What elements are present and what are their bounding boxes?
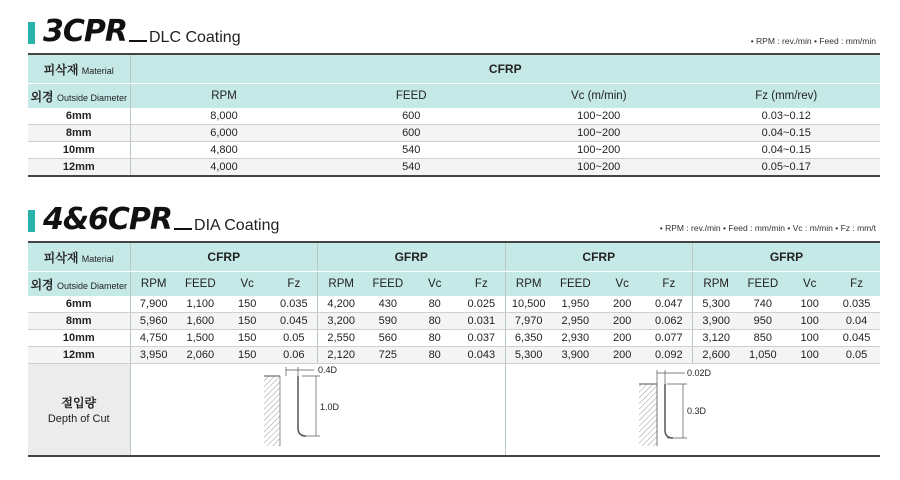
vc-cell: 100 bbox=[786, 313, 833, 330]
column-header-rpm: RPM bbox=[505, 272, 552, 297]
column-header-vc: Vc bbox=[224, 272, 271, 297]
fz-cell: 0.045 bbox=[271, 313, 318, 330]
column-header-fz: Fz (mm/rev) bbox=[693, 84, 881, 109]
rpm-cell: 3,200 bbox=[318, 313, 365, 330]
feed-cell: 1,600 bbox=[177, 313, 224, 330]
radial-depth-label: 0.02D bbox=[686, 368, 711, 378]
depth-of-cut-label: 절입량 Depth of Cut bbox=[28, 364, 130, 457]
material-label: 피삭재 Material bbox=[28, 54, 130, 84]
column-header-fz: Fz bbox=[458, 272, 505, 297]
section1-units: • RPM : rev./min • Feed : mm/min bbox=[750, 36, 876, 46]
column-header-vc: Vc bbox=[786, 272, 833, 297]
diameter-cell: 6mm bbox=[28, 108, 130, 125]
title-underline bbox=[174, 228, 192, 230]
feed-cell: 560 bbox=[364, 330, 411, 347]
depth-of-cut-diagram bbox=[258, 364, 378, 452]
column-header-rpm: RPM bbox=[693, 272, 740, 297]
axial-depth-label: 1.0D bbox=[319, 402, 339, 412]
fz-cell: 0.05 bbox=[271, 330, 318, 347]
table-row bbox=[28, 142, 880, 159]
rpm-cell: 4,800 bbox=[130, 142, 318, 159]
rpm-cell: 4,750 bbox=[130, 330, 177, 347]
rpm-cell: 3,120 bbox=[693, 330, 740, 347]
column-header-vc: Vc bbox=[411, 272, 458, 297]
fz-cell: 0.031 bbox=[458, 313, 505, 330]
column-header-rpm: RPM bbox=[130, 272, 177, 297]
column-header-rpm: RPM bbox=[130, 84, 318, 109]
fz-cell: 0.092 bbox=[646, 347, 693, 364]
column-header-fz: Fz bbox=[646, 272, 693, 297]
diameter-label: 외경 Outside Diameter bbox=[28, 84, 130, 109]
material-label: 피삭재 Material bbox=[28, 242, 130, 272]
diameter-cell: 6mm bbox=[28, 296, 130, 313]
table-row bbox=[28, 330, 880, 347]
rpm-cell: 8,000 bbox=[130, 108, 318, 125]
feed-cell: 590 bbox=[364, 313, 411, 330]
table-row bbox=[28, 313, 880, 330]
material-group-cfrp: CFRP bbox=[505, 242, 693, 272]
rpm-cell: 4,000 bbox=[130, 159, 318, 177]
section1-model: 3CPR bbox=[43, 14, 127, 49]
fz-cell: 0.062 bbox=[646, 313, 693, 330]
diameter-cell: 8mm bbox=[28, 125, 130, 142]
rpm-cell: 5,300 bbox=[693, 296, 740, 313]
rpm-cell: 2,120 bbox=[318, 347, 365, 364]
fz-cell: 0.04 bbox=[833, 313, 880, 330]
feed-cell: 725 bbox=[364, 347, 411, 364]
feed-cell: 430 bbox=[364, 296, 411, 313]
rpm-cell: 3,950 bbox=[130, 347, 177, 364]
fz-cell: 0.04~0.15 bbox=[693, 125, 881, 142]
vc-cell: 80 bbox=[411, 313, 458, 330]
vc-cell: 150 bbox=[224, 313, 271, 330]
vc-cell: 100~200 bbox=[505, 142, 693, 159]
table-row bbox=[28, 159, 880, 177]
rpm-cell: 5,960 bbox=[130, 313, 177, 330]
vc-cell: 80 bbox=[411, 347, 458, 364]
diameter-cell: 12mm bbox=[28, 347, 130, 364]
fz-cell: 0.05 bbox=[833, 347, 880, 364]
feed-cell: 1,100 bbox=[177, 296, 224, 313]
section2-heading bbox=[28, 200, 279, 240]
diameter-cell: 10mm bbox=[28, 142, 130, 159]
feed-cell: 540 bbox=[318, 142, 506, 159]
rpm-cell: 2,550 bbox=[318, 330, 365, 347]
column-header-fz: Fz bbox=[271, 272, 318, 297]
feed-cell: 1,050 bbox=[739, 347, 786, 364]
vc-cell: 200 bbox=[599, 313, 646, 330]
section2-coating: DIA Coating bbox=[194, 217, 280, 234]
section1-coating: DLC Coating bbox=[148, 29, 241, 46]
vc-cell: 80 bbox=[411, 296, 458, 313]
vc-cell: 100~200 bbox=[505, 125, 693, 142]
rpm-cell: 10,500 bbox=[505, 296, 552, 313]
fz-cell: 0.06 bbox=[271, 347, 318, 364]
table-row bbox=[28, 125, 880, 142]
fz-cell: 0.035 bbox=[271, 296, 318, 313]
radial-depth-label: 0.4D bbox=[317, 365, 337, 375]
feed-cell: 600 bbox=[318, 125, 506, 142]
section2-units: • RPM : rev./min • Feed : mm/min • Vc : m/min • Fz : mm/t bbox=[659, 223, 876, 233]
table-row bbox=[28, 108, 880, 125]
section-marker bbox=[28, 22, 35, 44]
feed-cell: 740 bbox=[739, 296, 786, 313]
material-group-gfrp: GFRP bbox=[693, 242, 881, 272]
material-group-gfrp: GFRP bbox=[318, 242, 506, 272]
column-header-vc: Vc (m/min) bbox=[505, 84, 693, 109]
fz-cell: 0.047 bbox=[646, 296, 693, 313]
rpm-cell: 6,000 bbox=[130, 125, 318, 142]
material-name: CFRP bbox=[130, 54, 880, 84]
feed-cell: 540 bbox=[318, 159, 506, 177]
vc-cell: 150 bbox=[224, 347, 271, 364]
depth-of-cut-row bbox=[28, 364, 880, 457]
material-group-cfrp: CFRP bbox=[130, 242, 318, 272]
section-marker bbox=[28, 210, 35, 232]
vc-cell: 100 bbox=[786, 296, 833, 313]
fz-cell: 0.037 bbox=[458, 330, 505, 347]
column-header-feed: FEED bbox=[364, 272, 411, 297]
column-header-feed: FEED bbox=[739, 272, 786, 297]
feed-cell: 950 bbox=[739, 313, 786, 330]
depth-diagram-cell bbox=[130, 364, 505, 457]
feed-cell: 850 bbox=[739, 330, 786, 347]
cutting-table-4-6cpr bbox=[28, 241, 880, 457]
feed-cell: 2,060 bbox=[177, 347, 224, 364]
column-header-fz: Fz bbox=[833, 272, 880, 297]
vc-cell: 100 bbox=[786, 330, 833, 347]
diameter-label: 외경 Outside Diameter bbox=[28, 272, 130, 297]
vc-cell: 150 bbox=[224, 330, 271, 347]
fz-cell: 0.045 bbox=[833, 330, 880, 347]
feed-cell: 3,900 bbox=[552, 347, 599, 364]
rpm-cell: 7,970 bbox=[505, 313, 552, 330]
rpm-cell: 2,600 bbox=[693, 347, 740, 364]
title-underline bbox=[129, 40, 147, 42]
fz-cell: 0.03~0.12 bbox=[693, 108, 881, 125]
diameter-cell: 8mm bbox=[28, 313, 130, 330]
fz-cell: 0.035 bbox=[833, 296, 880, 313]
table-row bbox=[28, 347, 880, 364]
rpm-cell: 7,900 bbox=[130, 296, 177, 313]
vc-cell: 150 bbox=[224, 296, 271, 313]
table-row bbox=[28, 296, 880, 313]
rpm-cell: 3,900 bbox=[693, 313, 740, 330]
vc-cell: 200 bbox=[599, 330, 646, 347]
cutting-table-3cpr bbox=[28, 53, 880, 177]
rpm-cell: 6,350 bbox=[505, 330, 552, 347]
column-header-feed: FEED bbox=[177, 272, 224, 297]
section1-heading bbox=[28, 12, 241, 52]
fz-cell: 0.077 bbox=[646, 330, 693, 347]
column-header-feed: FEED bbox=[318, 84, 506, 109]
column-header-rpm: RPM bbox=[318, 272, 365, 297]
rpm-cell: 5,300 bbox=[505, 347, 552, 364]
axial-depth-label: 0.3D bbox=[686, 406, 706, 416]
vc-cell: 100~200 bbox=[505, 159, 693, 177]
column-header-feed: FEED bbox=[552, 272, 599, 297]
depth-diagram-cell bbox=[505, 364, 880, 457]
section2-model: 4&6CPR bbox=[43, 202, 173, 237]
vc-cell: 200 bbox=[599, 347, 646, 364]
column-header-vc: Vc bbox=[599, 272, 646, 297]
feed-cell: 600 bbox=[318, 108, 506, 125]
vc-cell: 200 bbox=[599, 296, 646, 313]
feed-cell: 2,930 bbox=[552, 330, 599, 347]
fz-cell: 0.043 bbox=[458, 347, 505, 364]
feed-cell: 1,950 bbox=[552, 296, 599, 313]
diameter-cell: 10mm bbox=[28, 330, 130, 347]
diameter-cell: 12mm bbox=[28, 159, 130, 177]
vc-cell: 100~200 bbox=[505, 108, 693, 125]
vc-cell: 80 bbox=[411, 330, 458, 347]
vc-cell: 100 bbox=[786, 347, 833, 364]
fz-cell: 0.04~0.15 bbox=[693, 142, 881, 159]
fz-cell: 0.025 bbox=[458, 296, 505, 313]
feed-cell: 1,500 bbox=[177, 330, 224, 347]
rpm-cell: 4,200 bbox=[318, 296, 365, 313]
depth-of-cut-diagram bbox=[633, 364, 753, 452]
fz-cell: 0.05~0.17 bbox=[693, 159, 881, 177]
feed-cell: 2,950 bbox=[552, 313, 599, 330]
